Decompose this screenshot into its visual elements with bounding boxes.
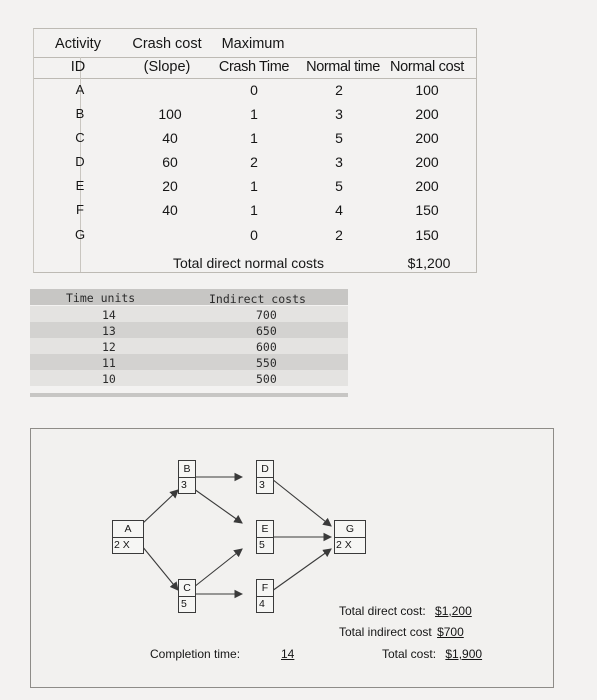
node-b-id: B — [179, 461, 195, 478]
indirect-cost-table — [30, 289, 348, 397]
normal-cost: 200 — [415, 178, 439, 194]
row-band — [30, 322, 348, 338]
cost-value: 600 — [256, 340, 277, 354]
crash-slope: 40 — [162, 202, 178, 218]
activity-id: B — [75, 106, 85, 121]
bottom-band — [30, 393, 348, 397]
node-b-duration: 3 — [181, 479, 187, 491]
cost-value: 550 — [256, 356, 277, 370]
crash-slope: 100 — [158, 106, 182, 122]
activity-id: C — [75, 130, 85, 145]
normal-cost: 200 — [415, 154, 439, 170]
node-a — [112, 520, 144, 554]
arrow-a-b — [142, 490, 178, 524]
node-c — [178, 579, 196, 613]
max-crash-time: 0 — [250, 227, 258, 243]
node-e — [256, 520, 274, 554]
node-d-duration: 3 — [259, 479, 265, 491]
header-rule-2 — [34, 78, 476, 79]
activity-id: A — [75, 82, 85, 97]
direct-cost-label: Total direct cost: — [339, 604, 426, 618]
arrow-b-e — [194, 489, 242, 523]
activity-id: F — [76, 202, 84, 217]
total-cost-label: Total cost: — [382, 647, 437, 661]
normal-time: 4 — [335, 202, 343, 218]
time-value: 11 — [102, 356, 116, 370]
node-b — [178, 460, 196, 494]
normal-time: 3 — [335, 106, 343, 122]
time-value: 14 — [102, 308, 116, 322]
normal-time: 3 — [335, 154, 343, 170]
header-id: ID — [70, 59, 86, 75]
cost-value: 650 — [256, 324, 277, 338]
time-value: 12 — [102, 340, 116, 354]
total-direct-cost-line — [339, 604, 472, 618]
network-diagram — [30, 428, 554, 688]
max-crash-time: 1 — [250, 130, 258, 146]
header-crash-cost: Crash cost — [132, 36, 202, 52]
normal-cost: 150 — [415, 202, 439, 218]
direct-cost-value: $1,200 — [435, 604, 472, 618]
total-cost-value: $1,900 — [445, 647, 483, 661]
arrow-f-g — [272, 549, 331, 591]
header-normal-time: Normal time — [306, 59, 380, 75]
max-crash-time: 2 — [250, 154, 258, 170]
row-band — [30, 306, 348, 322]
header-maximum: Maximum — [221, 36, 285, 52]
row-band — [30, 338, 348, 354]
cost-value: 500 — [256, 372, 277, 386]
node-c-id: C — [179, 580, 195, 597]
normal-time: 5 — [335, 130, 343, 146]
row-band — [30, 354, 348, 370]
activity-table — [33, 28, 477, 273]
max-crash-time: 1 — [250, 202, 258, 218]
normal-cost: 150 — [415, 227, 439, 243]
total-cost-line — [382, 647, 482, 661]
crash-slope: 40 — [162, 130, 178, 146]
header-slope: (Slope) — [143, 59, 191, 75]
node-g — [334, 520, 366, 554]
normal-cost: 200 — [415, 106, 439, 122]
crash-slope: 60 — [162, 154, 178, 170]
completion-time-label: Completion time: — [150, 647, 241, 661]
node-f-id: F — [257, 580, 273, 597]
crash-slope: 20 — [162, 178, 178, 194]
indirect-cost-value: $700 — [437, 625, 464, 639]
normal-time: 2 — [335, 227, 343, 243]
node-d — [256, 460, 274, 494]
completion-time-value: 14 — [281, 647, 295, 661]
node-g-duration: 2 X — [336, 539, 352, 551]
node-f-duration: 4 — [259, 598, 265, 610]
total-direct-value: $1,200 — [407, 255, 451, 271]
activity-id: D — [75, 154, 85, 169]
max-crash-time: 1 — [250, 178, 258, 194]
activity-id: E — [75, 178, 85, 193]
row-band — [30, 370, 348, 386]
indirect-cost-label: Total indirect cost — [339, 625, 432, 639]
max-crash-time: 1 — [250, 106, 258, 122]
normal-cost: 100 — [415, 82, 439, 98]
header-time-units: Time units — [66, 291, 136, 305]
cost-value: 700 — [256, 308, 277, 322]
header-crash-time: Crash Time — [218, 59, 290, 75]
node-d-id: D — [257, 461, 273, 478]
node-a-id: A — [113, 521, 143, 538]
total-indirect-cost-line — [339, 625, 464, 639]
node-c-duration: 5 — [181, 598, 187, 610]
normal-time: 2 — [335, 82, 343, 98]
header-indirect-costs: Indirect costs — [209, 292, 306, 306]
time-value: 10 — [102, 372, 116, 386]
max-crash-time: 0 — [250, 82, 258, 98]
arrow-a-c — [142, 546, 178, 590]
node-a-duration: 2 X — [114, 539, 130, 551]
node-f — [256, 579, 274, 613]
node-e-id: E — [257, 521, 273, 538]
time-value: 13 — [102, 324, 116, 338]
activity-id: G — [74, 227, 86, 242]
normal-time: 5 — [335, 178, 343, 194]
normal-cost: 200 — [415, 130, 439, 146]
node-e-duration: 5 — [259, 539, 265, 551]
node-g-id: G — [335, 521, 365, 538]
header-normal-cost: Normal cost — [389, 59, 465, 75]
header-activity: Activity — [55, 36, 101, 52]
header-rule — [34, 57, 476, 58]
total-direct-label: Total direct normal costs — [173, 255, 324, 271]
arrow-c-e — [194, 549, 242, 587]
arrow-d-g — [272, 479, 331, 526]
